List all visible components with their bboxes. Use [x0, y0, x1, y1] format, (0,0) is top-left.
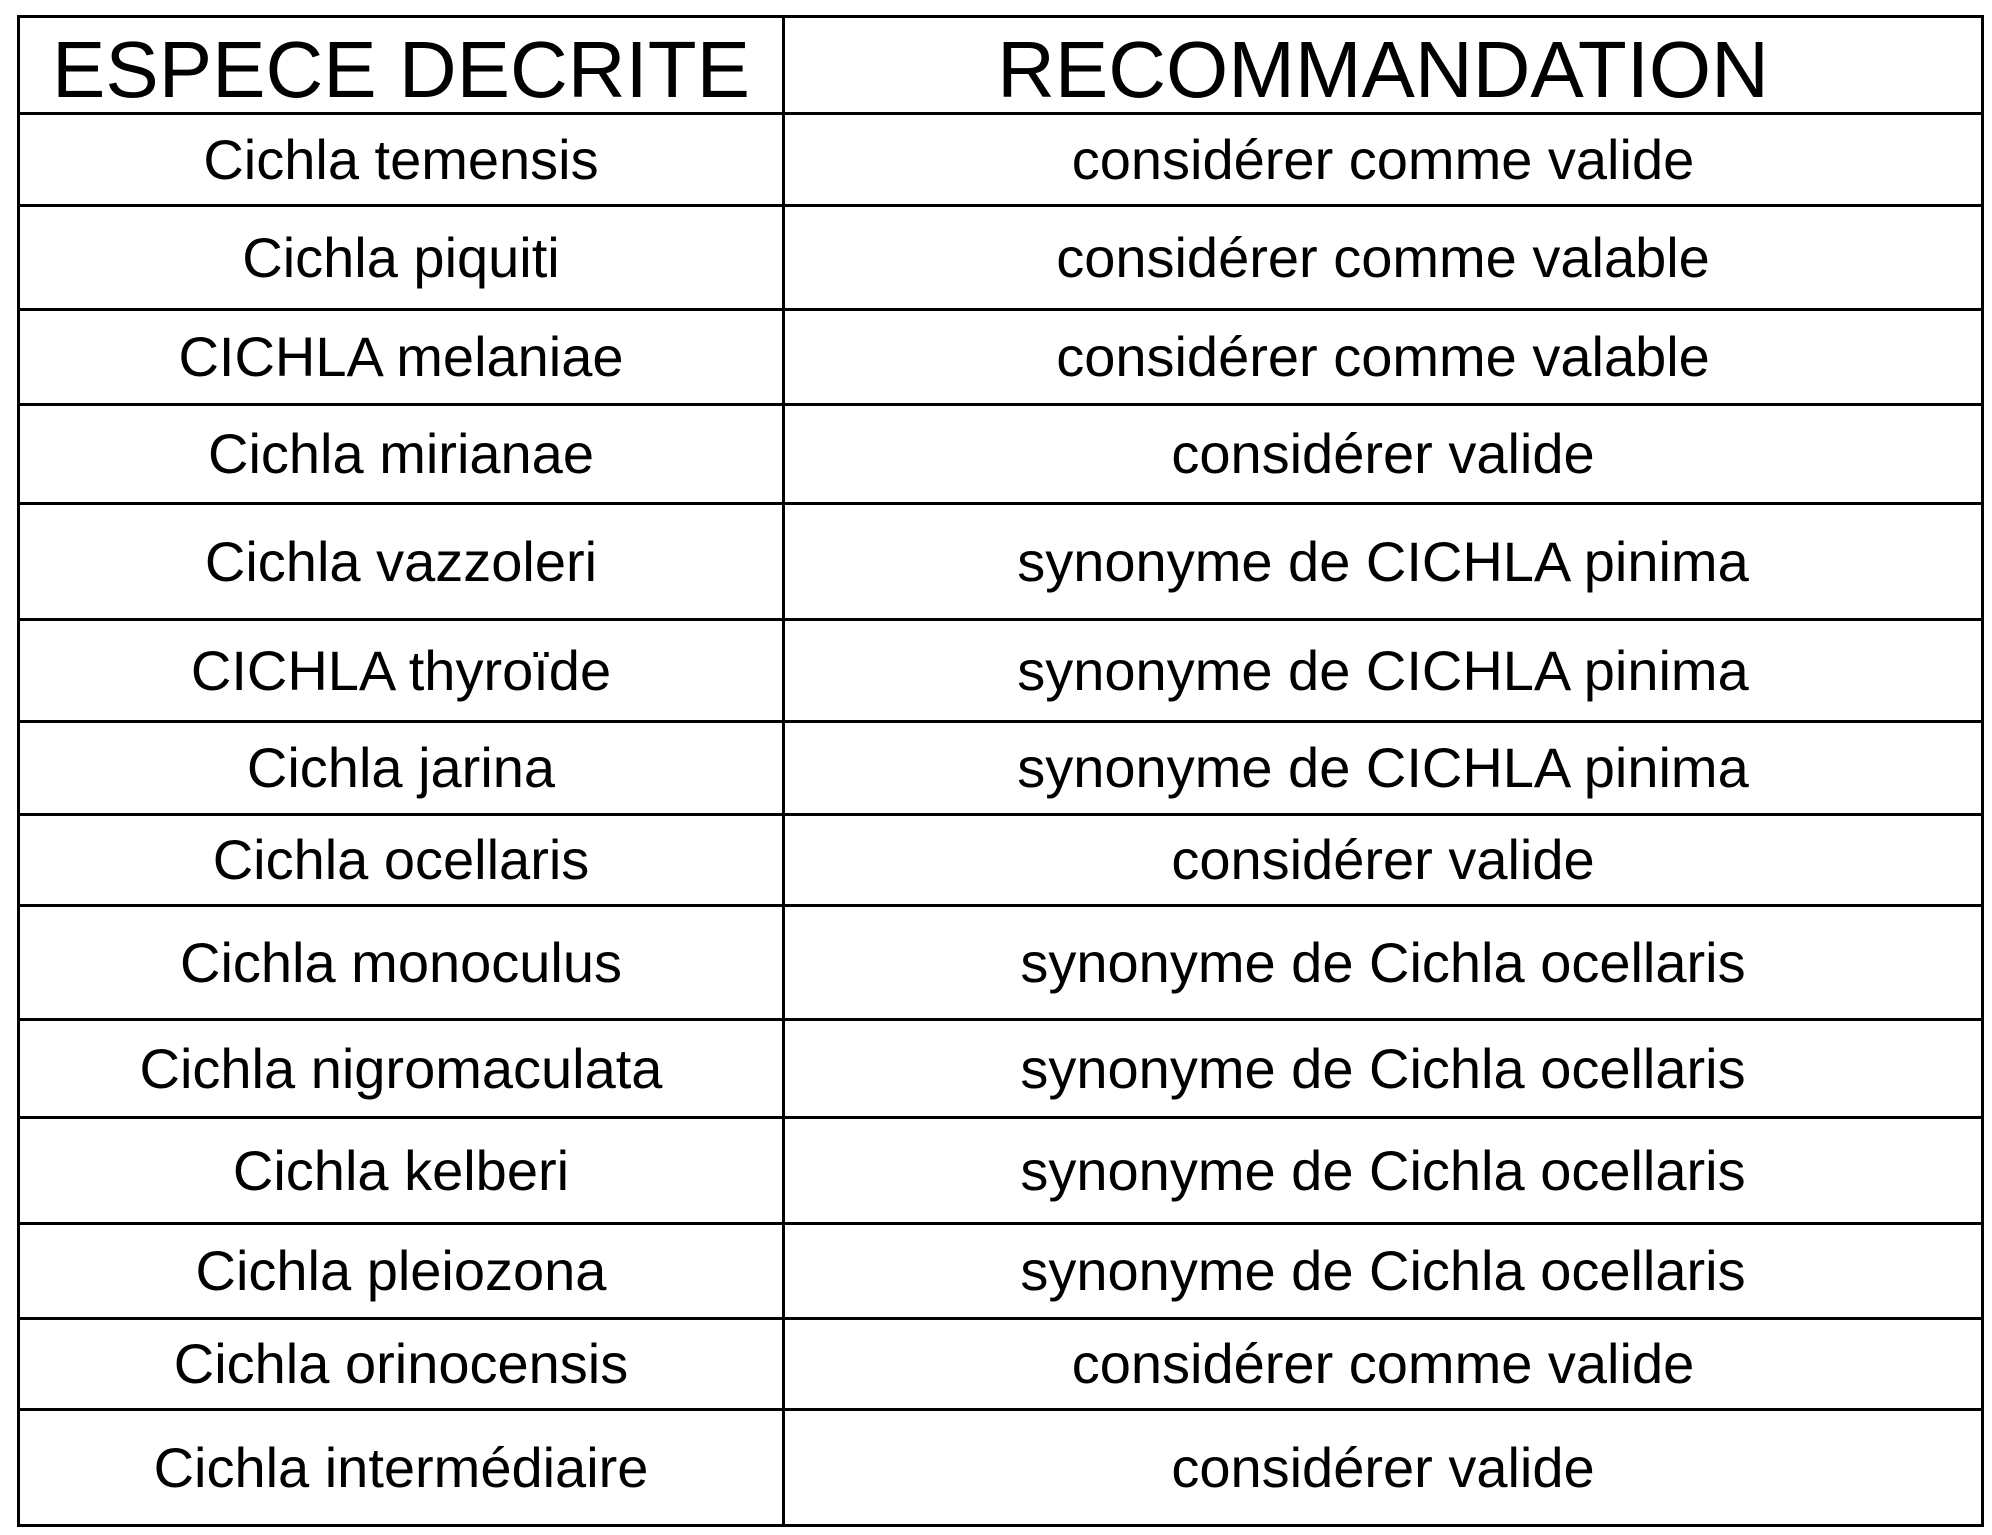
species-cell: Cichla nigromaculata — [19, 1020, 784, 1118]
recommendation-cell: considérer comme valable — [784, 310, 1983, 405]
table-row — [19, 1319, 1983, 1410]
table-row — [19, 906, 1983, 1020]
recommendation-cell: considérer comme valide — [784, 114, 1983, 206]
recommendation-cell: synonyme de Cichla ocellaris — [784, 1118, 1983, 1224]
species-cell: Cichla vazzoleri — [19, 504, 784, 620]
table-row — [19, 1118, 1983, 1224]
species-cell: Cichla pleiozona — [19, 1224, 784, 1319]
recommendation-cell: synonyme de Cichla ocellaris — [784, 1020, 1983, 1118]
species-cell: Cichla kelberi — [19, 1118, 784, 1224]
recommendation-cell: synonyme de CICHLA pinima — [784, 504, 1983, 620]
header-species: ESPECE DECRITE — [19, 17, 784, 114]
recommendation-cell: synonyme de Cichla ocellaris — [784, 1224, 1983, 1319]
table-row — [19, 114, 1983, 206]
recommendation-cell: synonyme de CICHLA pinima — [784, 620, 1983, 722]
table-row — [19, 620, 1983, 722]
recommendation-cell: considérer comme valable — [784, 206, 1983, 310]
species-cell: Cichla ocellaris — [19, 815, 784, 906]
recommendation-cell: synonyme de CICHLA pinima — [784, 722, 1983, 815]
species-cell: CICHLA melaniae — [19, 310, 784, 405]
table-row — [19, 206, 1983, 310]
header-row — [19, 17, 1983, 114]
table-row — [19, 722, 1983, 815]
species-cell: Cichla temensis — [19, 114, 784, 206]
table-row — [19, 815, 1983, 906]
table-row — [19, 1020, 1983, 1118]
header-recommendation: RECOMMANDATION — [784, 17, 1983, 114]
table-row — [19, 504, 1983, 620]
table-row — [19, 405, 1983, 504]
species-cell: CICHLA thyroïde — [19, 620, 784, 722]
table-row — [19, 310, 1983, 405]
table-row — [19, 1224, 1983, 1319]
species-cell: Cichla intermédiaire — [19, 1410, 784, 1526]
species-cell: Cichla jarina — [19, 722, 784, 815]
recommendation-cell: considérer valide — [784, 1410, 1983, 1526]
species-cell: Cichla orinocensis — [19, 1319, 784, 1410]
recommendation-cell: considérer comme valide — [784, 1319, 1983, 1410]
species-cell: Cichla mirianae — [19, 405, 784, 504]
species-cell: Cichla monoculus — [19, 906, 784, 1020]
species-recommendation-table — [17, 15, 1984, 1527]
recommendation-cell: synonyme de Cichla ocellaris — [784, 906, 1983, 1020]
table-row — [19, 1410, 1983, 1526]
species-table-container — [17, 15, 1981, 1524]
recommendation-cell: considérer valide — [784, 405, 1983, 504]
recommendation-cell: considérer valide — [784, 815, 1983, 906]
species-cell: Cichla piquiti — [19, 206, 784, 310]
